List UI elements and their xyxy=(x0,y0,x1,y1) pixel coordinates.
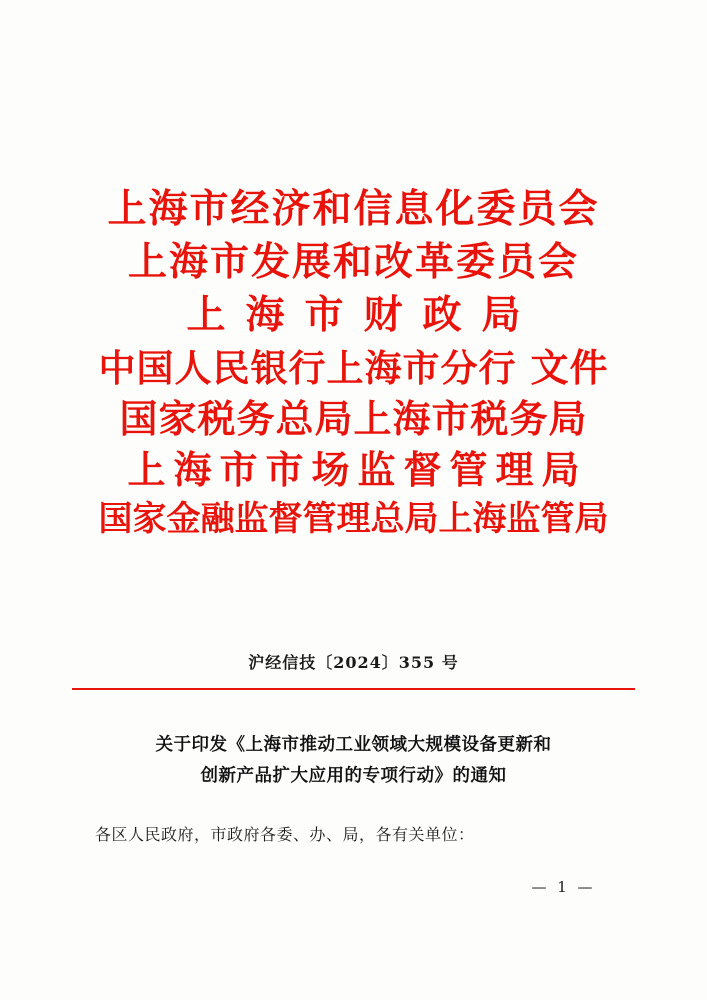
issuing-org-line-2: 上海市发展和改革委员会 xyxy=(127,239,579,285)
issuing-org-line-4 xyxy=(0,345,707,390)
masthead xyxy=(0,186,707,539)
document-word: 文件 xyxy=(530,345,609,390)
red-divider-rule xyxy=(72,688,635,690)
issuing-org-line-3: 上海市财政局 xyxy=(186,292,541,338)
issuing-org-line-4-text: 中国人民银行上海市分行 xyxy=(98,346,517,390)
issuing-org-line-7: 国家金融监督管理总局上海监管局 xyxy=(98,499,609,539)
issuing-org-line-6: 上海市市场监督管理局 xyxy=(127,447,588,492)
issuing-org-line-5: 国家税务总局上海市税务局 xyxy=(119,396,588,441)
document-title xyxy=(95,730,612,791)
document-number: 沪经信技〔2024〕355 号 xyxy=(248,653,459,672)
page-number: — 1 — xyxy=(531,878,596,896)
document-title-line-1: 关于印发《上海市推动工业领域大规模设备更新和 xyxy=(155,735,552,755)
document-title-line-2: 创新产品扩大应用的专项行动》的通知 xyxy=(200,765,507,786)
salutation: 各区人民政府，市政府各委、办、局，各有关单位： xyxy=(95,825,475,844)
issuing-org-line-1: 上海市经济和信息化委员会 xyxy=(107,186,600,232)
